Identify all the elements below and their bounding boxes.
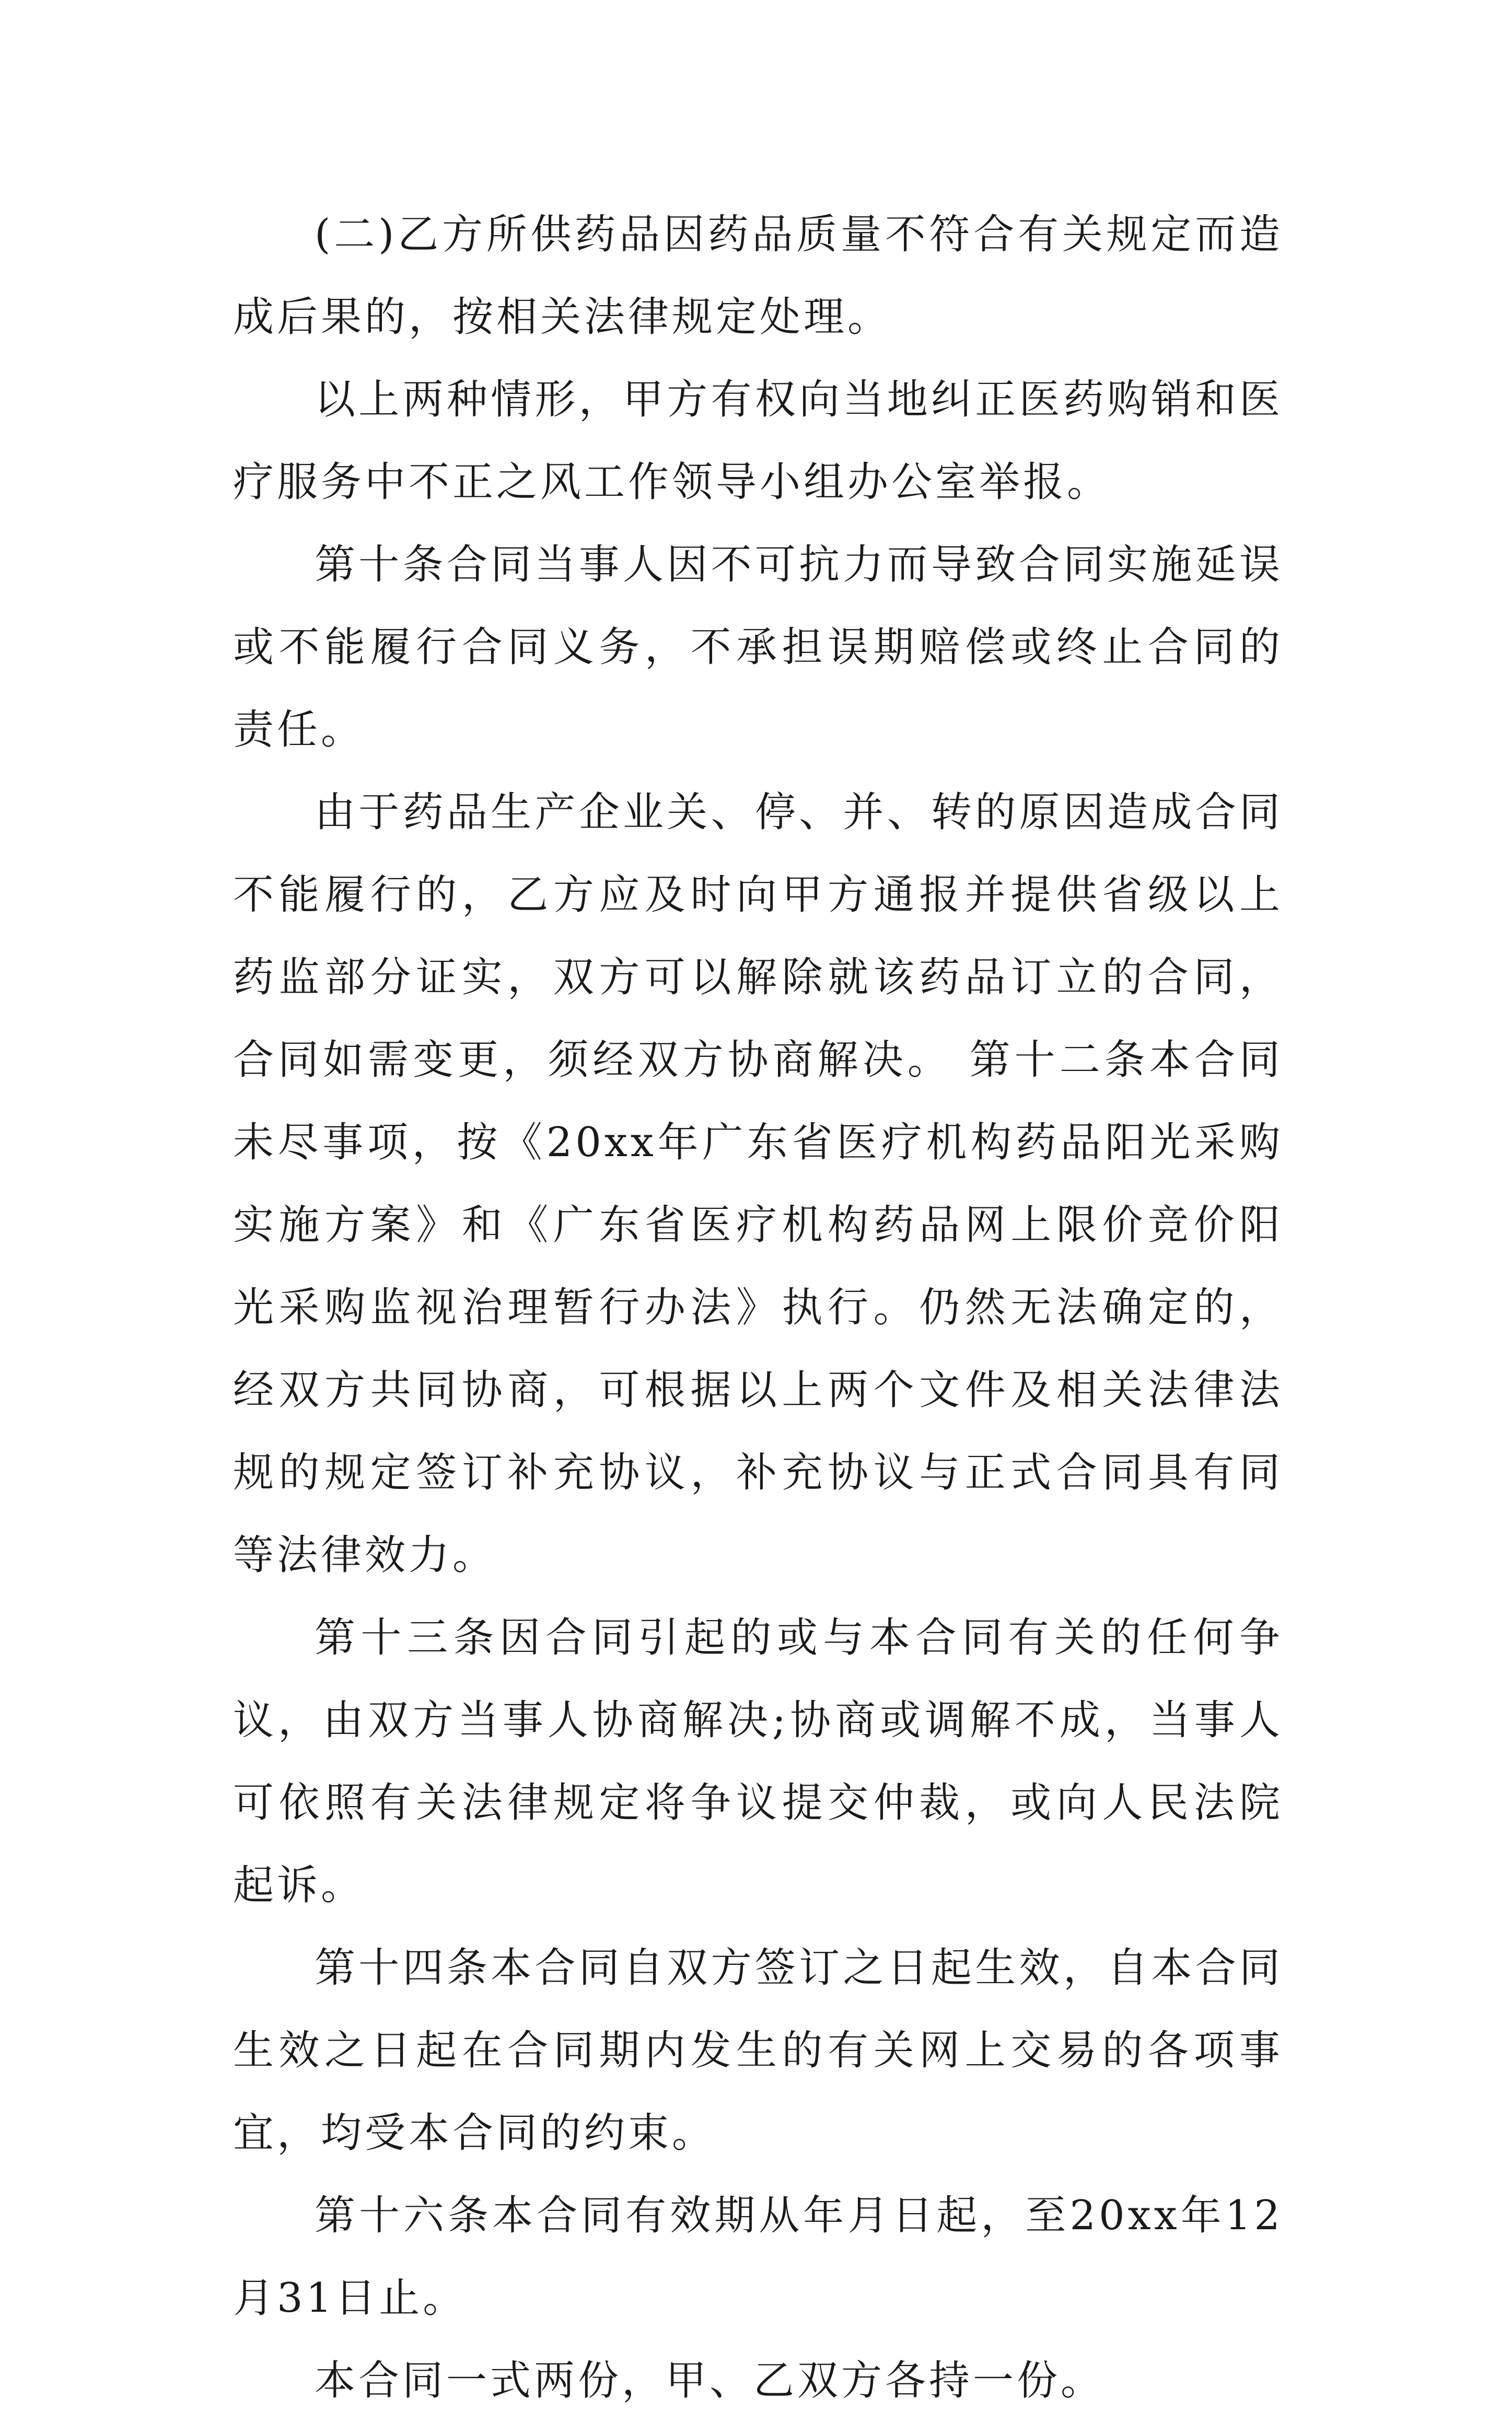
paragraph-article-14: 第十四条本合同自双方签订之日起生效，自本合同生效之日起在合同期内发生的有关网上交易的各项事宜，均受本合同的约束。 [233,1944,1283,2157]
paragraph-article-13: 第十三条因合同引起的或与本合同有关的任何争议，由双方当事人协商解决;协商或调解不成，当事人可依照有关法律规定将争议提交仲裁，或向人民法院起诉。 [233,1614,1283,1909]
paragraph-article-12: 由于药品生产企业关、停、并、转的原因造成合同不能履行的，乙方应及时向甲方通报并提供省级以上药监部分证实，双方可以解除就该药品订立的合同，合同如需变更，须经双方协商解决。 第十二条本合同未尽事项，按《20xx年广东省医疗机构药品阳光采购实施方案》和《广东省医疗机构药品网上限价竞价阳光采购监视治理暂行办法》执行。仍然无法确定的，经双方共同协商，可根据以上两个文件及相关法律法规的规定签订补充协议，补充协议与正式合同具有同等法律效力。 [233,789,1283,1579]
document-body [233,193,1283,2422]
paragraph-copies: 本合同一式两份，甲、乙双方各持一份。 [315,2357,1105,2404]
paragraph-report-right: 以上两种情形，甲方有权向当地纠正医药购销和医疗服务中不正之风工作领导小组办公室举报。 [233,376,1283,506]
paragraph-article-16: 第十六条本合同有效期从年月日起，至20xx年12月31日止。 [233,2192,1283,2322]
paragraph-article-10: 第十条合同当事人因不可抗力而导致合同实施延误或不能履行合同义务，不承担误期赔偿或终止合同的责任。 [233,541,1283,753]
paragraph-quality-liability: (二)乙方所供药品因药品质量不符合有关规定而造成后果的，按相关法律规定处理。 [233,211,1283,341]
